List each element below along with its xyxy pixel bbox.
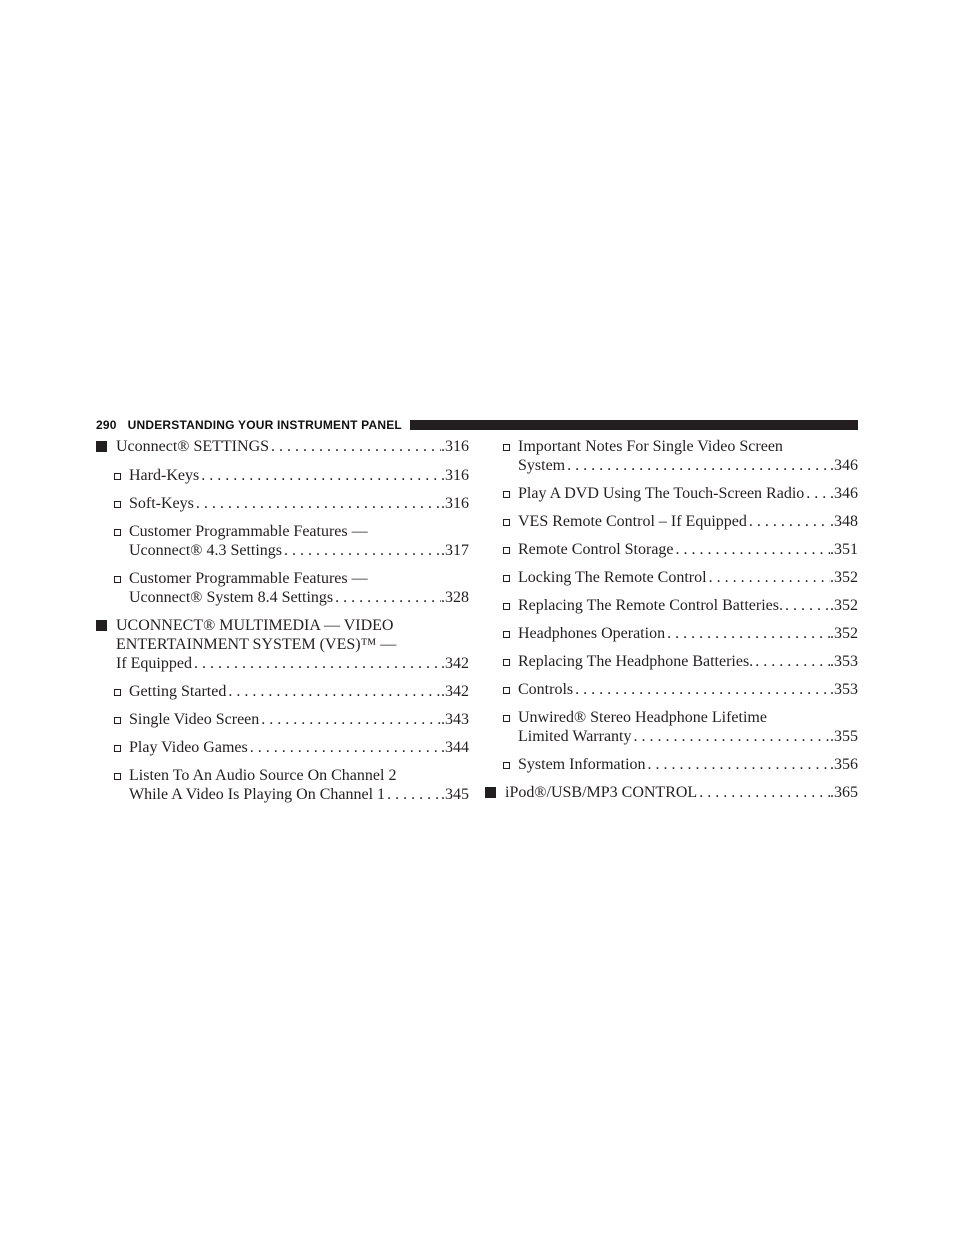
hollow-square-bullet-icon bbox=[114, 569, 129, 607]
entry-text bbox=[116, 616, 469, 673]
entry-last-line bbox=[518, 596, 858, 615]
page-reference[interactable]: .346 bbox=[830, 457, 858, 474]
page-reference[interactable]: .342 bbox=[441, 683, 469, 700]
dot-leader bbox=[194, 494, 441, 513]
entry-text bbox=[129, 738, 469, 757]
entry-text bbox=[518, 540, 858, 559]
entry-text bbox=[518, 568, 858, 587]
entry-text bbox=[129, 766, 469, 804]
entry-title-line: While A Video Is Playing On Channel 1 bbox=[129, 786, 386, 803]
dot-leader bbox=[674, 540, 830, 559]
page-reference[interactable]: .356 bbox=[830, 756, 858, 773]
page-reference[interactable]: .316 bbox=[441, 467, 469, 484]
page-reference[interactable]: .352 bbox=[830, 625, 858, 642]
page-reference[interactable]: .352 bbox=[830, 597, 858, 614]
entry-text bbox=[518, 512, 858, 531]
hollow-square-bullet-icon bbox=[503, 624, 518, 643]
entry-title-line: Remote Control Storage bbox=[518, 541, 674, 558]
page-reference[interactable]: .351 bbox=[830, 541, 858, 558]
entry-title-line: Listen To An Audio Source On Channel 2 bbox=[129, 767, 397, 784]
page-reference[interactable]: .343 bbox=[441, 711, 469, 728]
solid-square-bullet-icon bbox=[96, 437, 116, 457]
page-reference[interactable]: .365 bbox=[830, 784, 858, 801]
entry-last-line bbox=[518, 456, 858, 475]
toc-subsection-entry bbox=[96, 766, 469, 804]
hollow-square-bullet-icon bbox=[503, 708, 518, 746]
entry-last-line bbox=[116, 437, 469, 456]
entry-last-line bbox=[129, 541, 469, 560]
entry-title-line: Play A DVD Using The Touch-Screen Radio bbox=[518, 485, 805, 502]
entry-title-line: Hard-Keys bbox=[129, 467, 200, 484]
toc-subsection-entry bbox=[485, 540, 858, 559]
toc-subsection-entry bbox=[96, 494, 469, 513]
dot-leader bbox=[199, 466, 441, 485]
toc-subsection-entry bbox=[485, 652, 858, 671]
entry-last-line bbox=[518, 624, 858, 643]
entry-last-line bbox=[129, 466, 469, 485]
entry-title-line: Customer Programmable Features — bbox=[129, 570, 368, 587]
hollow-square-bullet-icon bbox=[503, 680, 518, 699]
hollow-square-bullet-icon bbox=[503, 596, 518, 615]
entry-title-line: Soft-Keys bbox=[129, 495, 194, 512]
toc-subsection-entry bbox=[96, 466, 469, 485]
entry-title-line: Unwired® Stereo Headphone Lifetime bbox=[518, 709, 767, 726]
hollow-square-bullet-icon bbox=[503, 652, 518, 671]
dot-leader bbox=[259, 710, 441, 729]
page-reference[interactable]: .346 bbox=[830, 485, 858, 502]
toc-subsection-entry bbox=[96, 682, 469, 701]
entry-text bbox=[129, 522, 469, 560]
entry-title-line: Replacing The Headphone Batteries. bbox=[518, 653, 754, 670]
entry-last-line bbox=[518, 540, 858, 559]
entry-title-line: Limited Warranty bbox=[518, 728, 632, 745]
dot-leader bbox=[192, 654, 441, 673]
page-reference[interactable]: .317 bbox=[441, 542, 469, 559]
solid-square-bullet-icon bbox=[485, 783, 505, 803]
toc-subsection-entry bbox=[485, 596, 858, 615]
entry-last-line bbox=[518, 484, 858, 503]
toc-subsection-entry bbox=[96, 569, 469, 607]
hollow-square-bullet-icon bbox=[503, 755, 518, 774]
entry-text bbox=[129, 569, 469, 607]
hollow-square-bullet-icon bbox=[503, 512, 518, 531]
entry-last-line bbox=[518, 680, 858, 699]
entry-title-line: Play Video Games bbox=[129, 739, 248, 756]
entry-title-line: UCONNECT® MULTIMEDIA — VIDEO bbox=[116, 617, 394, 634]
entry-text bbox=[116, 437, 469, 457]
page-reference[interactable]: .316 bbox=[441, 438, 469, 455]
entry-last-line bbox=[518, 727, 858, 746]
page-reference[interactable]: .348 bbox=[830, 513, 858, 530]
entry-title-line: Controls bbox=[518, 681, 574, 698]
toc-subsection-entry bbox=[96, 522, 469, 560]
dot-leader bbox=[707, 568, 830, 587]
entry-title-line: Uconnect® 4.3 Settings bbox=[129, 542, 283, 559]
dot-leader bbox=[385, 785, 441, 804]
toc-section-entry bbox=[96, 437, 469, 457]
dot-leader bbox=[573, 680, 830, 699]
entry-text bbox=[518, 596, 858, 615]
entry-text bbox=[518, 708, 858, 746]
entry-title-line: Customer Programmable Features — bbox=[129, 523, 368, 540]
hollow-square-bullet-icon bbox=[114, 682, 129, 701]
entry-title-line: ENTERTAINMENT SYSTEM (VES)™ — bbox=[116, 636, 397, 653]
page-reference[interactable]: .328 bbox=[441, 589, 469, 606]
entry-last-line bbox=[116, 654, 469, 673]
entry-title-line: System Information bbox=[518, 756, 646, 773]
entry-last-line bbox=[129, 682, 469, 701]
entry-title-line: Locking The Remote Control bbox=[518, 569, 707, 586]
toc-subsection-entry bbox=[485, 512, 858, 531]
entry-text bbox=[518, 437, 858, 475]
entry-last-line bbox=[129, 494, 469, 513]
entry-title-line: Uconnect® SETTINGS bbox=[116, 438, 270, 455]
dot-leader bbox=[697, 783, 830, 802]
entry-last-line bbox=[129, 588, 469, 607]
toc-subsection-entry bbox=[485, 624, 858, 643]
dot-leader bbox=[747, 512, 830, 531]
dot-leader bbox=[248, 738, 441, 757]
toc-subsection-entry bbox=[485, 484, 858, 503]
dot-leader bbox=[333, 588, 441, 607]
entry-title-line: Important Notes For Single Video Screen bbox=[518, 438, 783, 455]
toc-subsection-entry bbox=[485, 708, 858, 746]
entry-title-line: Replacing The Remote Control Batteries. bbox=[518, 597, 783, 614]
toc-subsection-entry bbox=[485, 437, 858, 475]
hollow-square-bullet-icon bbox=[114, 466, 129, 485]
page-number: 290 bbox=[96, 418, 117, 432]
toc-section-entry bbox=[485, 783, 858, 803]
page-reference[interactable]: .353 bbox=[830, 681, 858, 698]
hollow-square-bullet-icon bbox=[503, 437, 518, 475]
toc-right-column bbox=[485, 437, 858, 803]
page-reference[interactable]: .342 bbox=[441, 655, 469, 672]
toc-subsection-entry bbox=[485, 568, 858, 587]
entry-text bbox=[518, 755, 858, 774]
dot-leader bbox=[226, 682, 441, 701]
page-reference[interactable]: .352 bbox=[830, 569, 858, 586]
dot-leader bbox=[632, 727, 831, 746]
toc-subsection-entry bbox=[96, 710, 469, 729]
page-reference[interactable]: .353 bbox=[830, 653, 858, 670]
entry-text bbox=[129, 710, 469, 729]
toc-subsection-entry bbox=[485, 680, 858, 699]
toc-subsection-entry bbox=[96, 738, 469, 757]
entry-last-line bbox=[129, 710, 469, 729]
entry-title-line: Getting Started bbox=[129, 683, 227, 700]
page-reference[interactable]: .316 bbox=[441, 495, 469, 512]
page-reference[interactable]: .355 bbox=[830, 728, 858, 745]
dot-leader bbox=[282, 541, 441, 560]
entry-last-line bbox=[518, 652, 858, 671]
hollow-square-bullet-icon bbox=[114, 522, 129, 560]
entry-title-line: Single Video Screen bbox=[129, 711, 260, 728]
entry-last-line bbox=[129, 738, 469, 757]
entry-title-line: iPod®/USB/MP3 CONTROL bbox=[505, 784, 698, 801]
toc-section-entry bbox=[96, 616, 469, 673]
entry-text bbox=[129, 466, 469, 485]
entry-title-line: System bbox=[518, 457, 566, 474]
solid-square-bullet-icon bbox=[96, 616, 116, 673]
entry-text bbox=[518, 680, 858, 699]
hollow-square-bullet-icon bbox=[503, 484, 518, 503]
entry-last-line bbox=[518, 568, 858, 587]
entry-text bbox=[505, 783, 858, 803]
hollow-square-bullet-icon bbox=[503, 568, 518, 587]
entry-last-line bbox=[129, 785, 469, 804]
dot-leader bbox=[646, 755, 830, 774]
hollow-square-bullet-icon bbox=[114, 710, 129, 729]
entry-last-line bbox=[518, 512, 858, 531]
hollow-square-bullet-icon bbox=[503, 540, 518, 559]
dot-leader bbox=[565, 456, 830, 475]
entry-title-line: If Equipped bbox=[116, 655, 192, 672]
toc-subsection-entry bbox=[485, 755, 858, 774]
dot-leader bbox=[804, 484, 830, 503]
entry-title-line: VES Remote Control – If Equipped bbox=[518, 513, 747, 530]
dot-leader bbox=[753, 652, 830, 671]
dot-leader bbox=[665, 624, 830, 643]
entry-title-line: Headphones Operation bbox=[518, 625, 666, 642]
dot-leader bbox=[269, 437, 441, 456]
dot-leader bbox=[783, 596, 830, 615]
entry-text bbox=[129, 682, 469, 701]
page-header bbox=[96, 417, 858, 433]
toc-left-column bbox=[96, 437, 469, 804]
page-reference[interactable]: .345 bbox=[441, 786, 469, 803]
entry-last-line bbox=[518, 755, 858, 774]
entry-text bbox=[129, 494, 469, 513]
header-rule bbox=[410, 420, 858, 430]
entry-title-line: Uconnect® System 8.4 Settings bbox=[129, 589, 334, 606]
section-title: UNDERSTANDING YOUR INSTRUMENT PANEL bbox=[127, 418, 402, 432]
entry-text bbox=[518, 484, 858, 503]
entry-last-line bbox=[505, 783, 858, 802]
hollow-square-bullet-icon bbox=[114, 766, 129, 804]
page-reference[interactable]: .344 bbox=[441, 739, 469, 756]
entry-text bbox=[518, 652, 858, 671]
hollow-square-bullet-icon bbox=[114, 494, 129, 513]
hollow-square-bullet-icon bbox=[114, 738, 129, 757]
entry-text bbox=[518, 624, 858, 643]
